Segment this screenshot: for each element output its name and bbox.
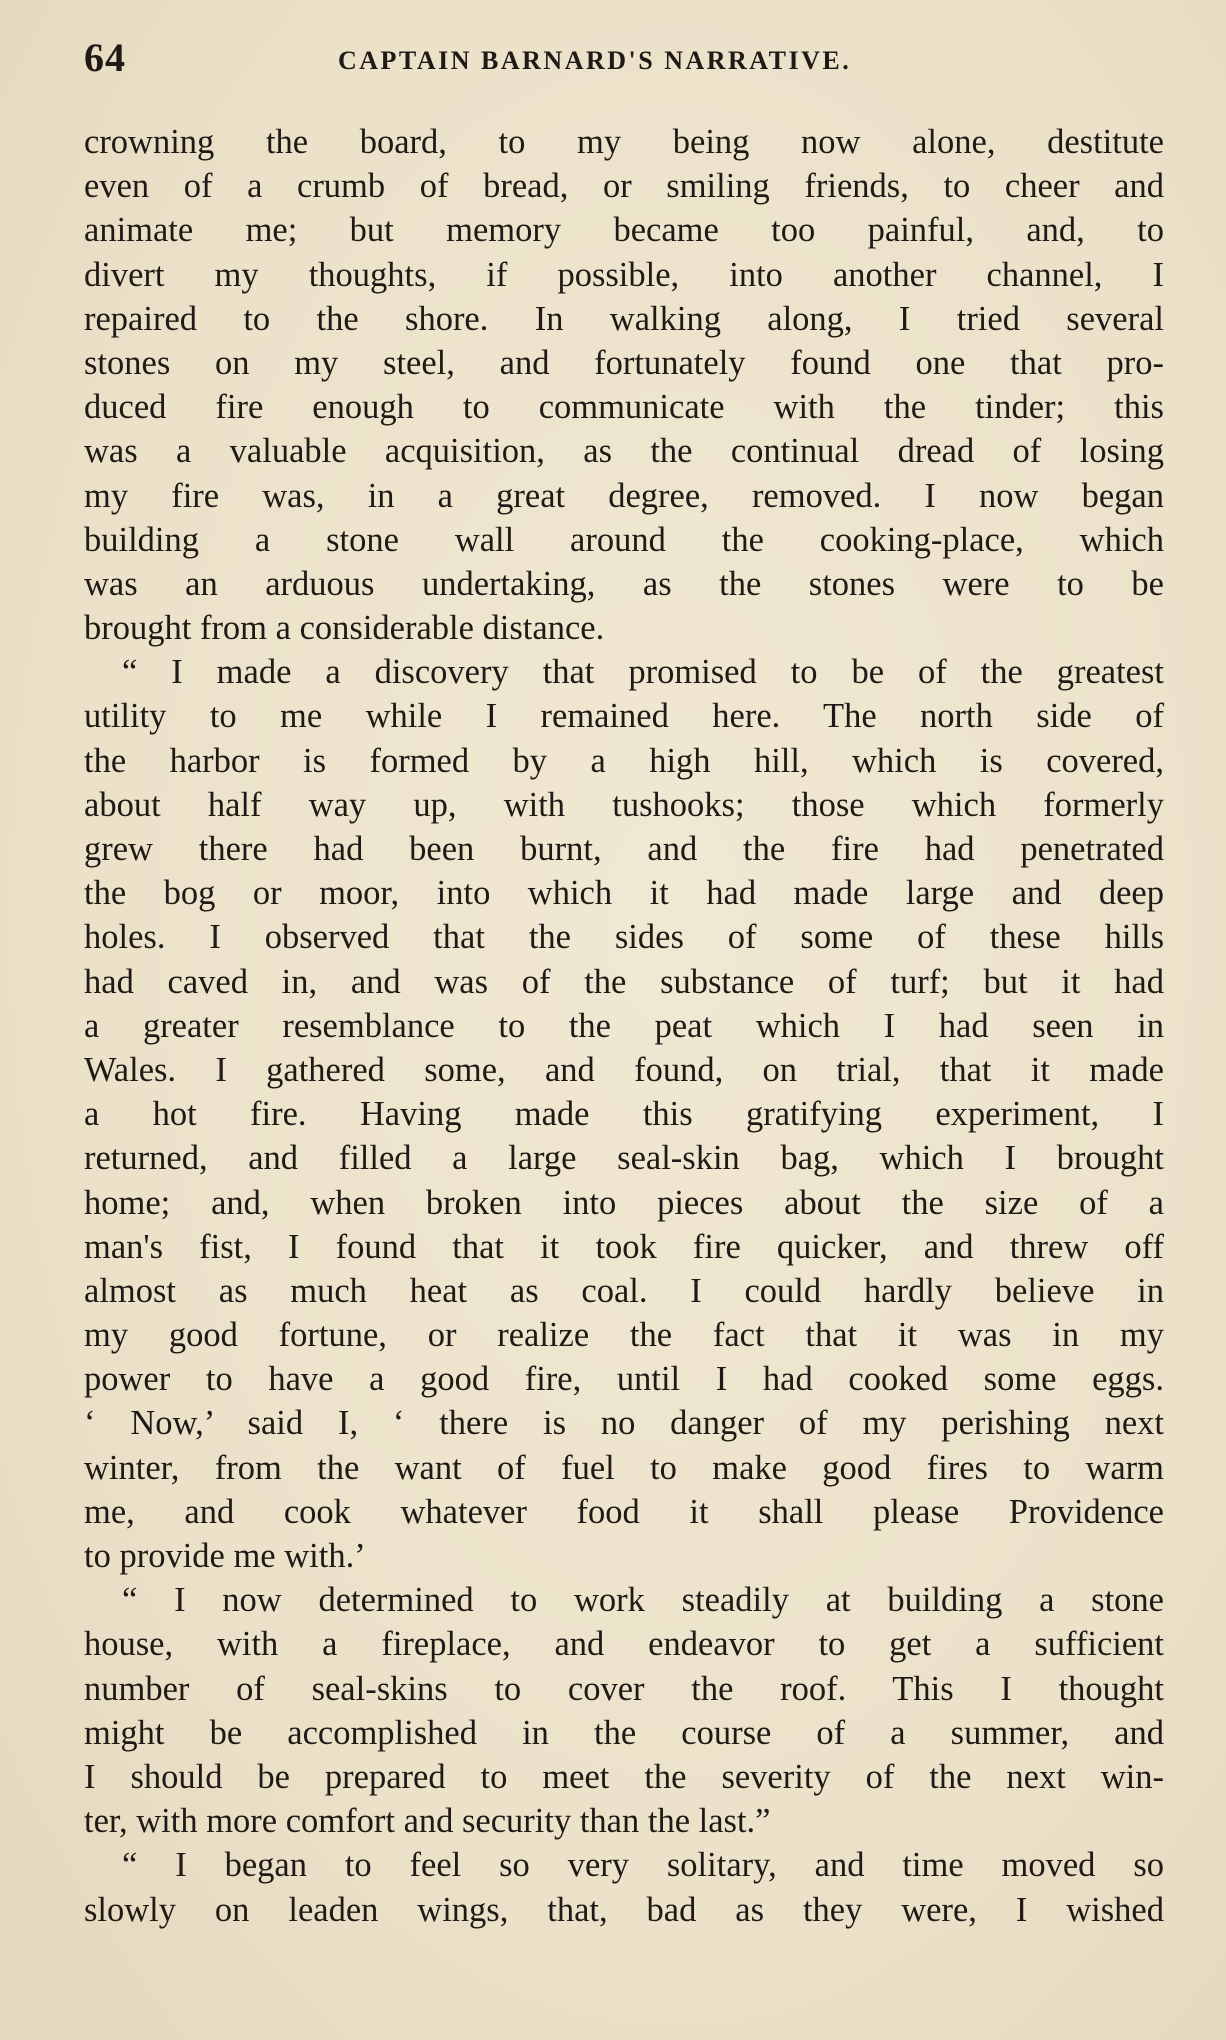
text-line: was an arduous undertaking, as the stones were to be bbox=[84, 564, 1164, 603]
text-line: man's fist, I found that it took fire quicker, and threw off bbox=[84, 1227, 1164, 1266]
text-line: building a stone wall around the cooking-place, which bbox=[84, 520, 1164, 559]
text-line: brought from a considerable distance. bbox=[84, 609, 605, 648]
running-head: CAPTAIN BARNARD'S NARRATIVE. bbox=[338, 46, 852, 75]
text-line: “ I began to feel so very solitary, and time moved so bbox=[122, 1846, 1164, 1885]
text-line: grew there had been burnt, and the fire had penetrated bbox=[84, 830, 1164, 868]
text-line: my good fortune, or realize the fact that it was in my bbox=[84, 1316, 1164, 1355]
text-line: crowning the board, to my being now alone, destitute bbox=[84, 123, 1164, 161]
body-text bbox=[84, 120, 1164, 1932]
page-number: 64 bbox=[84, 35, 126, 80]
text-line: might be accomplished in the course of a summer, and bbox=[84, 1713, 1164, 1752]
text-line: ‘ Now,’ said I, ‘ there is no danger of my perishing next bbox=[84, 1404, 1164, 1443]
text-line: winter, from the want of fuel to make good fires to warm bbox=[84, 1448, 1164, 1487]
text-line: returned, and filled a large seal-skin bag, which I brought bbox=[84, 1139, 1164, 1178]
text-line: the bog or moor, into which it had made large and deep bbox=[84, 874, 1164, 913]
text-line: divert my thoughts, if possible, into another channel, I bbox=[84, 255, 1164, 294]
text-line: almost as much heat as coal. I could hardly believe in bbox=[84, 1271, 1164, 1310]
text-line: me, and cook whatever food it shall please Providence bbox=[84, 1492, 1164, 1531]
text-line: animate me; but memory became too painful, and, to bbox=[84, 211, 1164, 250]
text-line: I should be prepared to meet the severity of the next win- bbox=[84, 1757, 1164, 1796]
text-line: the harbor is formed by a high hill, which is covered, bbox=[84, 741, 1164, 780]
text-line: stones on my steel, and fortunately found one that pro- bbox=[84, 343, 1164, 382]
text-line: a greater resemblance to the peat which I had seen in bbox=[84, 1006, 1164, 1045]
text-line: to provide me with.’ bbox=[84, 1537, 366, 1575]
text-line: holes. I observed that the sides of some of these hills bbox=[84, 918, 1164, 957]
text-line: utility to me while I remained here. The north side of bbox=[84, 697, 1164, 736]
text-line: “ I made a discovery that promised to be of the greatest bbox=[122, 653, 1164, 692]
text-line: ter, with more comfort and security than the last.” bbox=[84, 1802, 771, 1841]
text-line: power to have a good fire, until I had cooked some eggs. bbox=[84, 1360, 1164, 1399]
text-line: number of seal-skins to cover the roof. This I thought bbox=[84, 1669, 1164, 1708]
page-header bbox=[84, 34, 1164, 90]
text-line: my fire was, in a great degree, removed. I now began bbox=[84, 476, 1164, 515]
text-line: was a valuable acquisition, as the continual dread of losing bbox=[84, 432, 1164, 471]
text-line: repaired to the shore. In walking along, I tried several bbox=[84, 299, 1164, 338]
text-line: slowly on leaden wings, that, bad as they were, I wished bbox=[84, 1890, 1164, 1929]
text-line: Wales. I gathered some, and found, on trial, that it made bbox=[84, 1050, 1164, 1089]
text-line: home; and, when broken into pieces about the size of a bbox=[84, 1183, 1164, 1222]
text-line: about half way up, with tushooks; those which formerly bbox=[84, 785, 1164, 824]
text-line: duced fire enough to communicate with the tinder; this bbox=[84, 388, 1164, 427]
text-line: house, with a fireplace, and endeavor to get a sufficient bbox=[84, 1625, 1164, 1664]
text-line: a hot fire. Having made this gratifying experiment, I bbox=[84, 1095, 1164, 1134]
text-line: even of a crumb of bread, or smiling friends, to cheer and bbox=[84, 167, 1164, 206]
text-line: “ I now determined to work steadily at building a stone bbox=[122, 1581, 1164, 1620]
text-line: had caved in, and was of the substance of turf; but it had bbox=[84, 962, 1164, 1001]
